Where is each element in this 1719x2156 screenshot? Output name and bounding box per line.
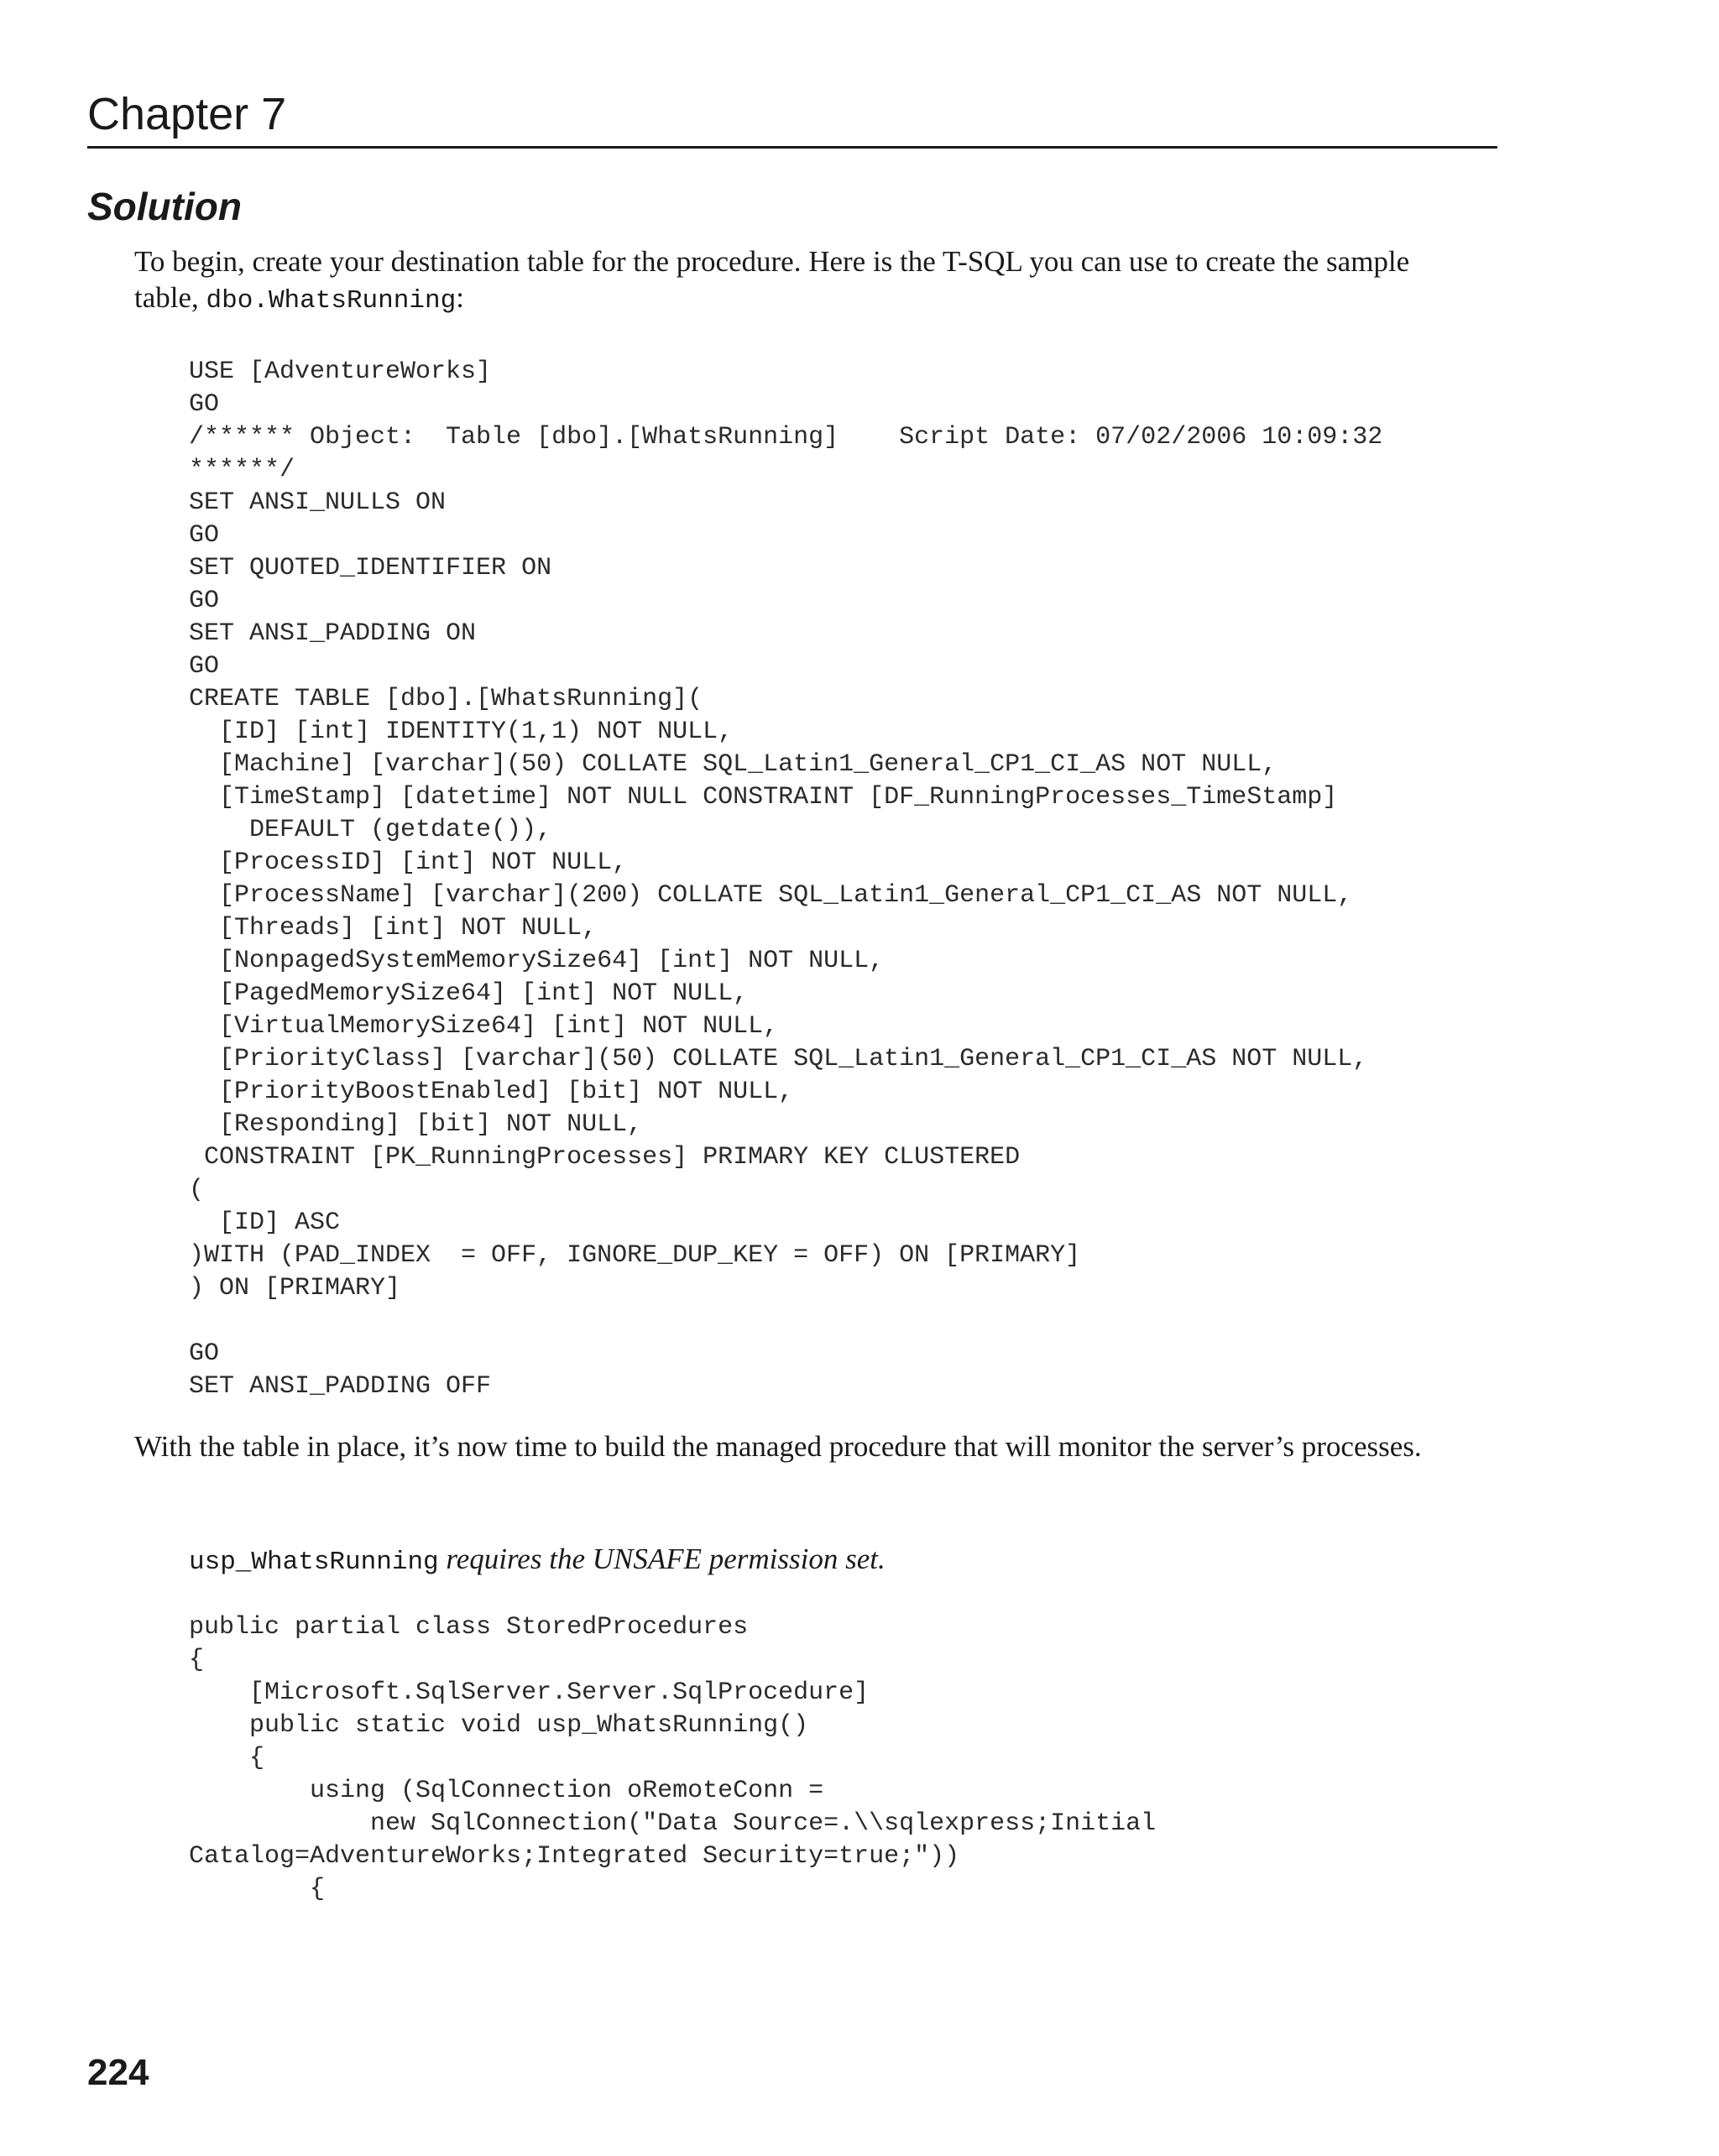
- note-inline-code: usp_WhatsRunning: [189, 1548, 439, 1577]
- page-number: 224: [87, 2052, 149, 2093]
- intro-inline-code: dbo.WhatsRunning: [206, 286, 457, 316]
- intro-text: To begin, create your destination table for the procedure. Here is the T-SQL you can use to create the sample table,: [134, 245, 1410, 314]
- body-paragraph: With the table in place, it’s now time to build the managed procedure that will monitor the server’s processes.: [134, 1430, 1422, 1463]
- sql-code-listing: USE [AdventureWorks] GO /****** Object: Table [dbo].[WhatsRunning] Script Date: 07/02/2006 10:09:32 ******/ SET ANSI_NULLS ON GO SET QUOTED_IDENTIFIER ON GO SET ANSI_PADDING ON GO CREATE TABLE [dbo].[WhatsRunning]( [ID] [int] IDENTITY(1,1) NOT NULL, [Machine] [varchar](50) COLLATE SQL_Latin1_General_CP1_CI_AS NOT NULL, [TimeStamp] [datetime] NOT NULL CONSTRAINT [DF_RunningProcesses_TimeStamp] DEFAULT (getdate()), [ProcessID] [int] NOT NULL, [ProcessName] [varchar](200) COLLATE SQL_Latin1_General_CP1_CI_AS NOT NULL, [Threads] [int] NOT NULL, [NonpagedSystemMemorySize64] [int] NOT NULL, [PagedMemorySize64] [int] NOT NULL, [VirtualMemorySize64] [int] NOT NULL, [PriorityClass] [varchar](50) COLLATE SQL_Latin1_General_CP1_CI_AS NOT NULL, [PriorityBoostEnabled] [bit] NOT NULL, [Responding] [bit] NOT NULL, CONSTRAINT [PK_RunningProcesses] PRIMARY KEY CLUSTERED ( [ID] ASC )WITH (PAD_INDEX = OFF, IGNORE_DUP_KEY = OFF) ON [PRIMARY] ) ON [PRIMARY] GO SET ANSI_PADDING OFF: [189, 358, 1383, 1401]
- section-heading: Solution: [87, 185, 242, 228]
- intro-paragraph: [134, 243, 1444, 319]
- chapter-header: [87, 87, 1497, 149]
- csharp-code-listing: public partial class StoredProcedures { [Microsoft.SqlServer.Server.SqlProcedure] public static void usp_WhatsRunning() { using (SqlConnection oRemoteConn = new SqlConnection("Data Source=.\\sqlexpress;Initial Catalog=AdventureWorks;Integrated Security=true;")) {: [189, 1613, 1157, 1903]
- chapter-title: Chapter 7: [87, 89, 287, 139]
- note-text: requires the UNSAFE permission set.: [438, 1543, 886, 1575]
- permission-note: [189, 1541, 886, 1580]
- intro-text-end: :: [456, 281, 464, 314]
